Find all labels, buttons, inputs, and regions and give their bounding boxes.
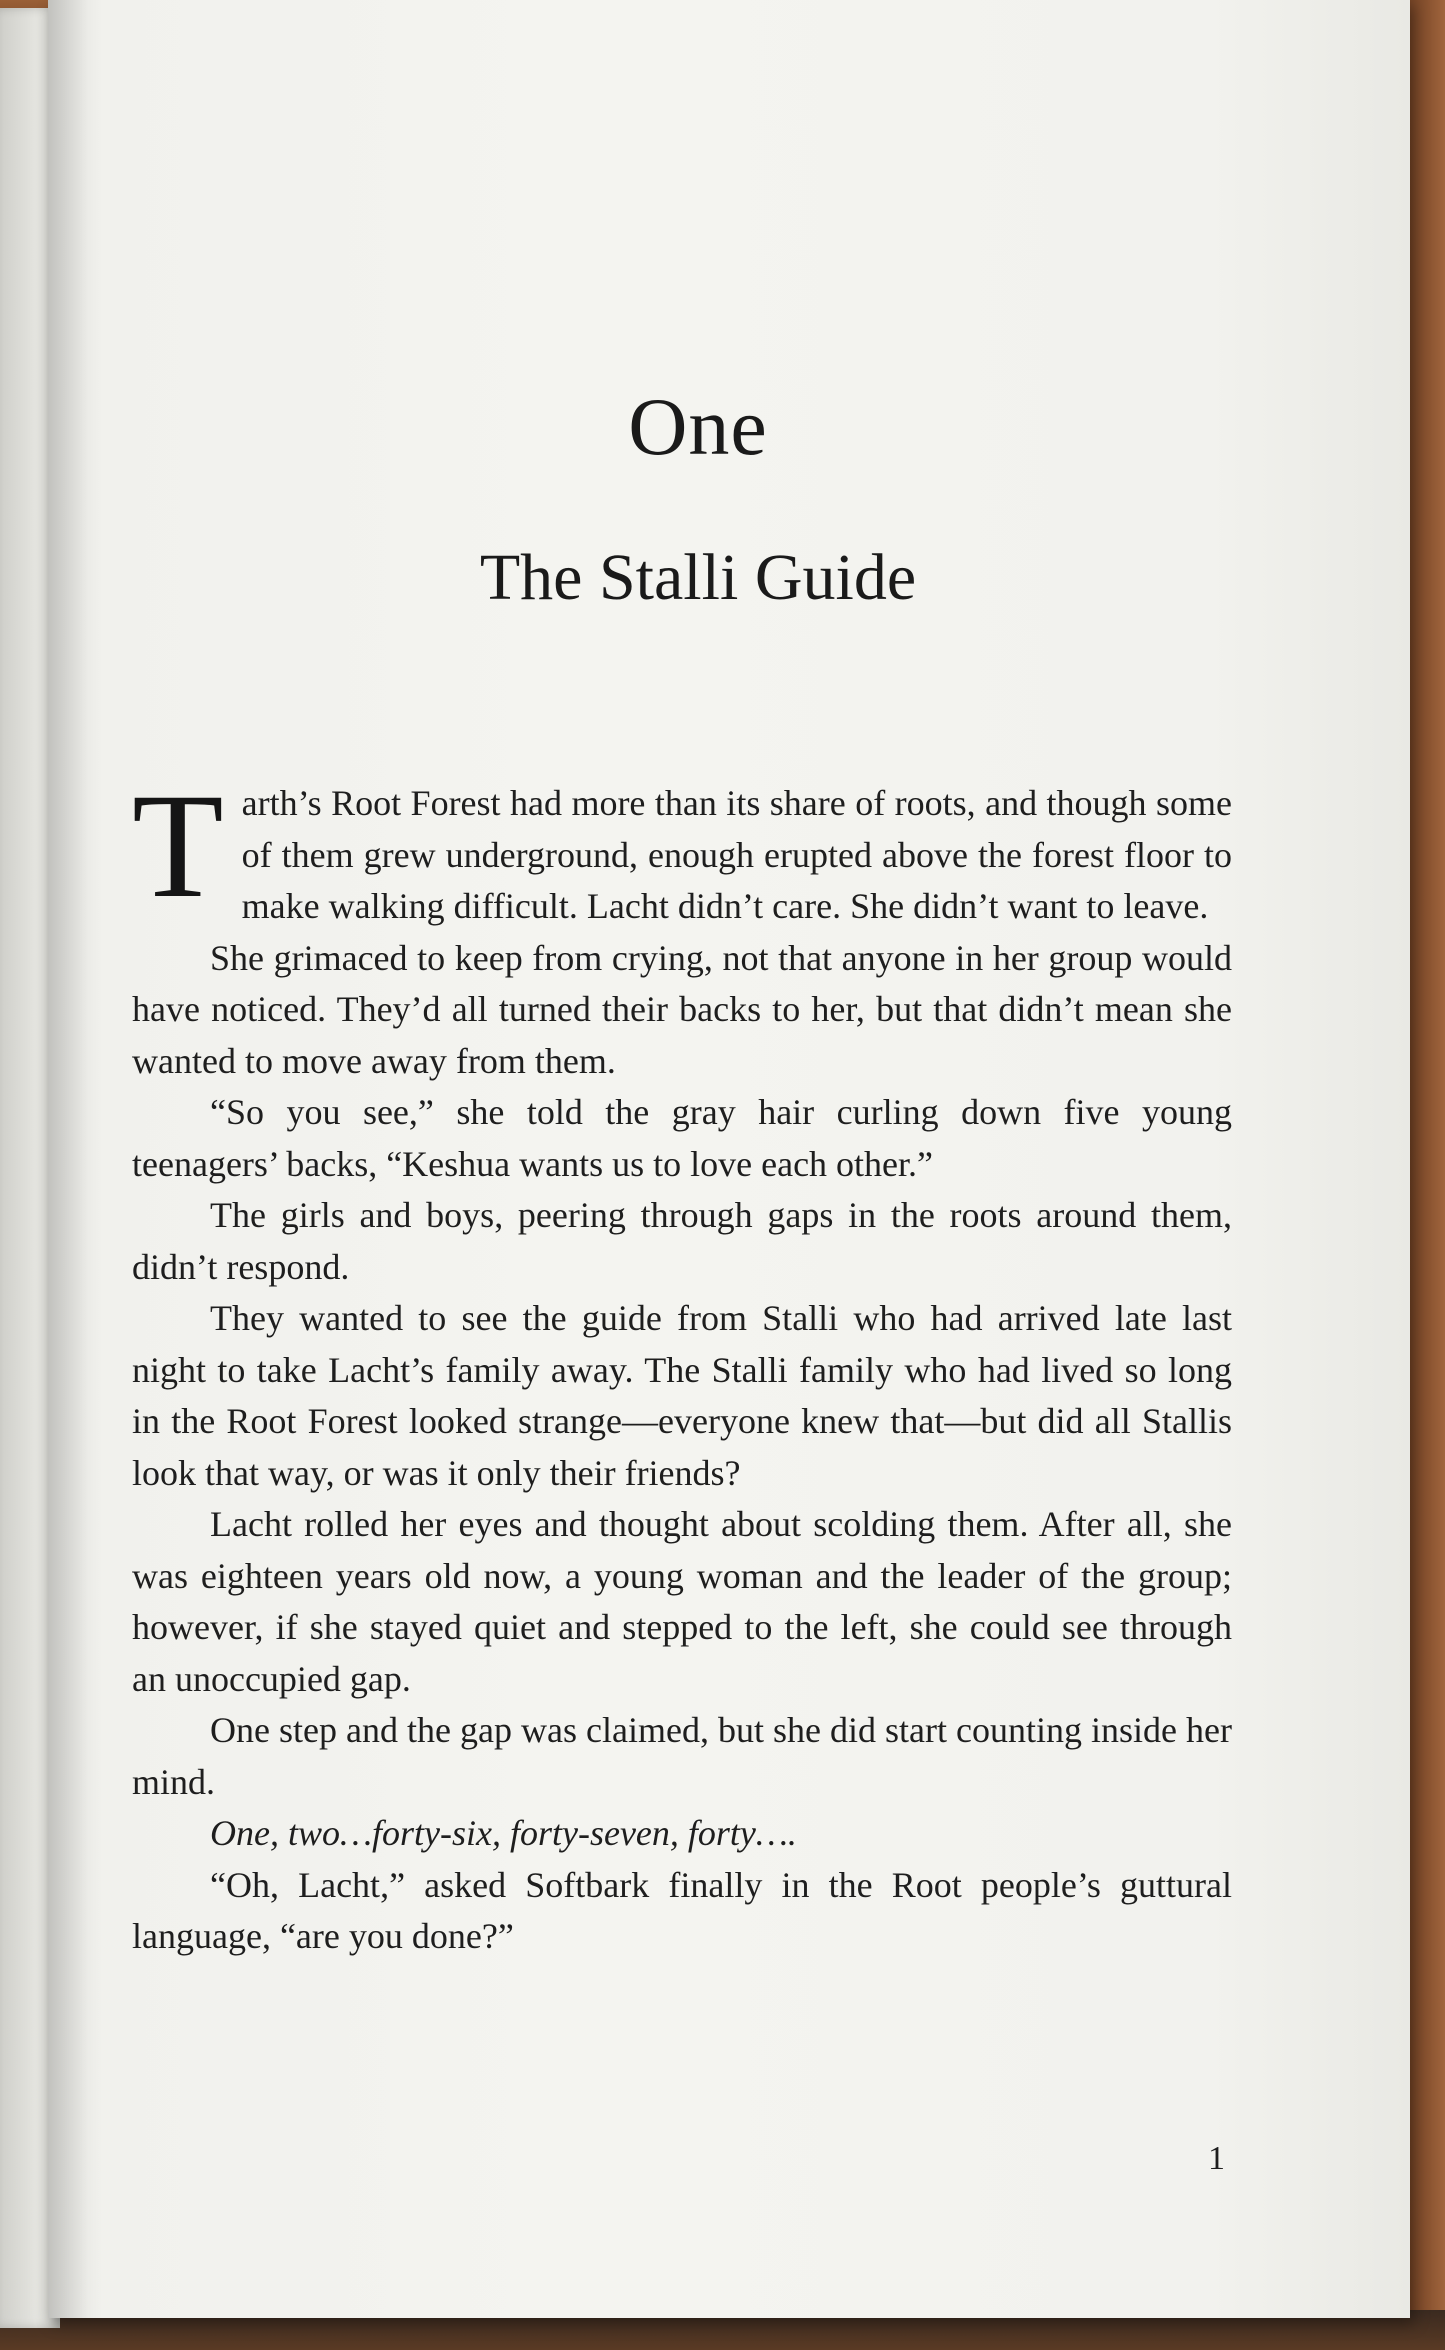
paragraph-9: “Oh, Lacht,” asked Softbark finally in the Root people’s guttural language, “are you done?” [132,1864,1232,1956]
paragraph-1 [132,763,1232,933]
page-gutter-shadow [48,0,88,2318]
paragraph-text: arth’s Root Forest had more than its share of roots, and though some of them grew underground, enough erupted above the forest floor to make walking difficult. Lacht didn’t care. She didn’t want to leave. [241,783,1232,926]
paragraph-4: The girls and boys, peering through gaps in the roots around them, didn’t respond. [132,1195,1232,1287]
page-number: 1 [1208,2140,1225,2177]
book-page [48,0,1410,2318]
paragraph-7: One step and the gap was claimed, but she did start counting inside her mind. [132,1710,1232,1802]
chapter-title: The Stalli Guide [479,541,917,614]
chapter-number: One [628,381,768,472]
paragraph-6: Lacht rolled her eyes and thought about scolding them. After all, she was eighteen years old now, a young woman and the leader of the group; however, if she stayed quiet and stepped to the left, she could see through an unoccupied gap. [132,1504,1232,1699]
body-text [132,763,1232,1963]
paragraph-5: They wanted to see the guide from Stalli who had arrived late last night to take Lacht’s family away. The Stalli family who had lived so long in the Root Forest looked strange—everyone knew that—but did all Stallis look that way, or was it only their friends? [132,1298,1232,1493]
paragraph-8-italic-thought: One, two…forty-six, forty-seven, forty…. [210,1813,797,1853]
wood-surface-right [1405,0,1445,2350]
paragraph-2: She grimaced to keep from crying, not that anyone in her group would have noticed. They’d all turned their backs to her, but that didn’t mean she wanted to move away from them. [132,937,1232,1081]
paragraph-3: “So you see,” she told the gray hair curling down five young teenagers’ backs, “Keshua wants us to love each other.” [132,1092,1232,1184]
drop-cap: T [132,763,224,929]
